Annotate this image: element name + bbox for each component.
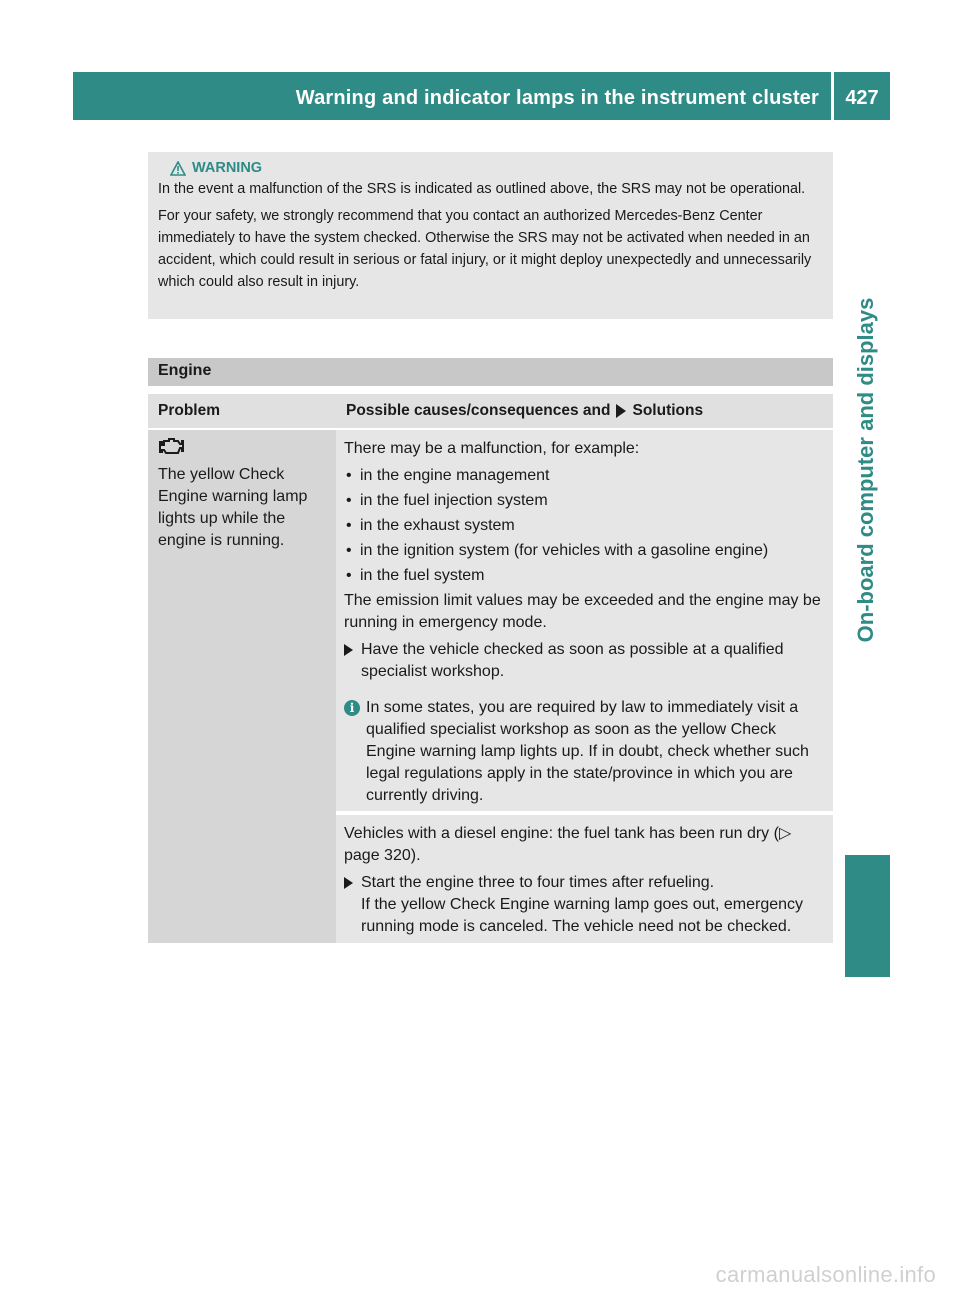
problem-cell <box>148 430 336 943</box>
list-item: • in the ignition system (for vehicles with a gasoline engine) <box>346 542 769 559</box>
step-arrow-icon <box>344 639 361 683</box>
page-number: 427 <box>834 72 890 120</box>
section-title: Engine <box>148 358 833 386</box>
watermark: carmanualsonline.info <box>715 1262 936 1287</box>
warning-heading <box>170 158 825 178</box>
warning-triangle-icon <box>170 161 186 176</box>
solution-step-text: Have the vehicle checked as soon as possible at a qualified specialist workshop. <box>361 641 784 680</box>
warning-paragraph-1: In the event a malfunction of the SRS is indicated as outlined above, the SRS may not be operational. <box>158 181 806 197</box>
column-header-solutions-label: Solutions <box>632 402 704 419</box>
diesel-cause-text: Vehicles with a diesel engine: the fuel tank has been run dry (▷ page 320). <box>344 825 792 864</box>
side-tab-label: On-board computer and displays <box>853 297 878 643</box>
warning-title: WARNING <box>192 160 263 176</box>
step-arrow-icon <box>344 872 361 938</box>
solution-step-text: Start the engine three to four times after refueling. If the yellow Check Engine warning lamp goes out, emergency running mode is canceled. The vehicle need not be checked. <box>361 874 804 935</box>
column-header-problem: Problem <box>148 394 336 428</box>
list-item: • in the engine management <box>346 467 550 484</box>
list-item: • in the exhaust system <box>346 517 515 534</box>
warning-paragraph-2: For your safety, we strongly recommend that you contact an authorized Mercedes-Benz Center immediately to have the system checked. Otherwise the SRS may not be activated when needed in an accident, which could result in serious or fatal injury, or it might deploy unexpectedly and unnecessarily which could also result in injury. <box>158 208 812 290</box>
consequence-text: The emission limit values may be exceeded and the engine may be running in emergency mode. <box>344 592 821 631</box>
solution-step <box>344 872 825 938</box>
solution-step <box>344 639 825 683</box>
column-header-causes <box>336 394 833 428</box>
arrow-right-icon <box>616 404 626 418</box>
list-item: • in the fuel system <box>346 567 485 584</box>
page-reference-link[interactable]: ▷ page 320 <box>344 825 792 864</box>
page-title: Warning and indicator lamps in the instrument cluster <box>295 87 819 109</box>
info-note <box>344 697 825 807</box>
info-icon: i <box>344 700 360 716</box>
column-header-causes-label: Possible causes/consequences and <box>346 402 611 419</box>
check-engine-icon <box>158 438 184 456</box>
header-bar <box>73 72 831 120</box>
list-item: • in the fuel injection system <box>346 492 548 509</box>
causes-cell-1 <box>336 430 833 811</box>
warning-box <box>148 152 833 319</box>
cause-intro: There may be a malfunction, for example: <box>344 440 640 457</box>
info-note-text: In some states, you are required by law to immediately visit a qualified specialist workshop as soon as the yellow Check Engine warning lamp lights up. If in doubt, check whether such legal regulations apply in the state/province in which you are currently driving. <box>366 699 809 804</box>
side-tab-marker <box>845 855 890 977</box>
causes-cell-2 <box>336 815 833 943</box>
problem-text: The yellow Check Engine warning lamp lights up while the engine is running. <box>158 466 308 549</box>
